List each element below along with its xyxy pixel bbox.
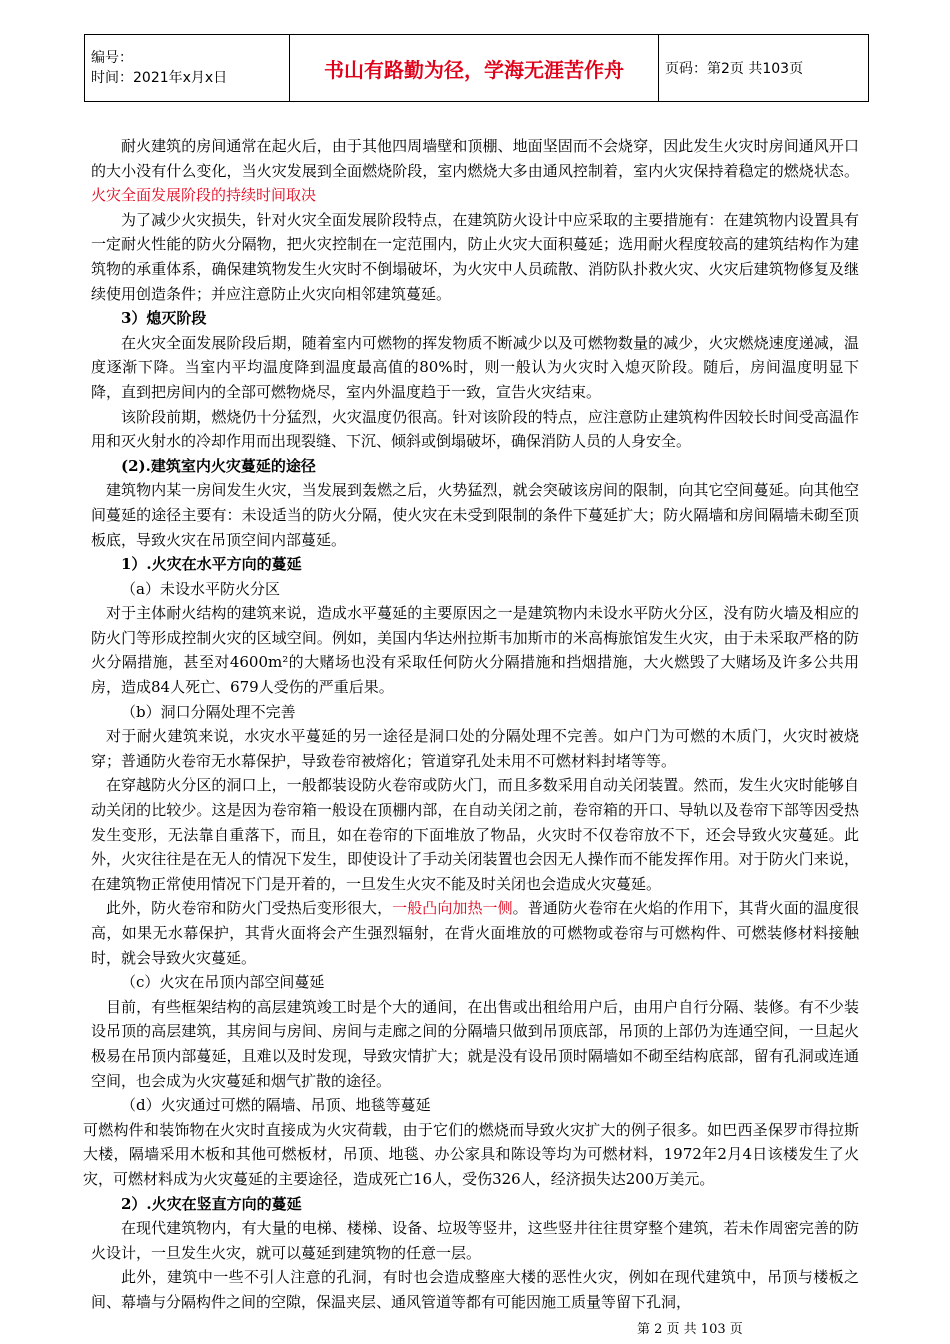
subsection-heading: （b）洞口分隔处理不完善: [121, 702, 296, 721]
section-heading: 3）熄灭阶段: [121, 309, 207, 328]
time-label: 时间：2021年x月x日: [91, 70, 228, 86]
highlighted-text: 一般凸向加热一侧: [392, 899, 513, 918]
paragraph: 目前，有些框架结构的高层建筑竣工时是个大的通间，在出售或出租给用户后，由用户自行分隔、装修。有不少装设吊顶的高层建筑，其房间与房间、房间与走廊之间的分隔墙只做到吊顶底部，吊顶的上部仍为连通空间，一旦起火极易在吊顶内部蔓延，且难以及时发现，导致灾情扩大；就是没有设吊顶时隔墙如不砌至结构底部，留有孔洞或连通空间，也会成为火灾蔓延和烟气扩散的途径。: [91, 997, 859, 1090]
highlighted-text: 火灾全面发展阶段的持续时间取决: [91, 186, 317, 205]
section-heading: (2).建筑室内火灾蔓延的途径: [121, 456, 316, 475]
subsection-heading: （a）未设水平防火分区: [121, 579, 280, 598]
motto: 书山有路勤为径，学海无涯苦作舟: [290, 35, 659, 102]
paragraph: 为了减少火灾损失，针对火灾全面发展阶段特点，在建筑防火设计中应采取的主要措施有：在建筑物内设置具有一定耐火性能的防火分隔物，把火灾控制在一定范围内，防止火灾大面积蔓延；选用耐火程度较高的建筑结构作为建筑物的承重体系，确保建筑物发生火灾时不倒塌破坏，为火灾中人员疏散、消防队扑救火灾、火灾后建筑物修复及继续使用创造条件；并应注意防止火灾向相邻建筑蔓延。: [91, 210, 859, 303]
paragraph: 此外，建筑中一些不引人注意的孔洞，有时也会造成整座大楼的恶性火灾，例如在现代建筑中，吊顶与楼板之间、幕墙与分隔构件之间的空隙，保温夹层、通风管道等都有可能因施工质量等留下孔洞，: [91, 1268, 859, 1311]
subsection-heading: （c）火灾在吊顶内部空间蔓延: [121, 973, 325, 992]
section-heading: 2）.火灾在竖直方向的蔓延: [121, 1194, 302, 1213]
header-meta-cell: [85, 35, 290, 102]
code-label: 编号：: [91, 50, 133, 66]
subsection-heading: （d）火灾通过可燃的隔墙、吊顶、地毯等蔓延: [121, 1096, 431, 1115]
paragraph: 该阶段前期，燃烧仍十分猛烈，火灾温度仍很高。针对该阶段的特点，应注意防止建筑构件因较长时间受高温作用和灭火射水的冷却作用而出现裂缝、下沉、倾斜或倒塌破坏，确保消防人员的人身安全。: [91, 407, 859, 451]
paragraph: 建筑物内某一房间发生火灾，当发展到轰燃之后，火势猛烈，就会突破该房间的限制，向其它空间蔓延。向其他空间蔓延的途径主要有：未设适当的防火分隔，使火灾在未受到限制的条件下蔓延扩大；防火隔墙和房间隔墙未砌至顶板底，导致火灾在吊顶空间内部蔓延。: [91, 481, 859, 549]
paragraph: 在现代建筑物内，有大量的电梯、楼梯、设备、垃圾等竖井，这些竖井往往贯穿整个建筑，若未作周密完善的防火设计，一旦发生火灾，就可以蔓延到建筑物的任意一层。: [91, 1219, 859, 1262]
paragraph: 在火灾全面发展阶段后期，随着室内可燃物的挥发物质不断减少以及可燃物数量的减少，火灾燃烧速度递减，温度逐渐下降。当室内平均温度降到温度最高值的80%时，则一般认为火灾时入熄灭阶段。随后，房间温度明显下降，直到把房间内的全部可燃物烧尽，室内外温度趋于一致，宣告火灾结束。: [91, 333, 859, 401]
paragraph: 此外，防火卷帘和防火门受热后变形很大，一般凸向加热一侧。普通防火卷帘在火焰的作用下，其背火面的温度很高，如果无水幕保护，其背火面将会产生强烈辐射，在背火面堆放的可燃物或卷帘与可燃构件、可燃装修材料接触时，就会导致火灾蔓延。: [91, 899, 859, 967]
paragraph: 可燃构件和装饰物在火灾时直接成为火灾荷载，由于它们的燃烧而导致火灾扩大的例子很多。如巴西圣保罗市得拉斯大楼，隔墙采用木板和其他可燃板材，吊顶、地毯、办公家具和陈设等均为可燃材料，1972年2月4日该楼发生了火灾，可燃材料成为火灾蔓延的主要途径，造成死亡16人，受伤326人，经济损失达200万美元。: [83, 1120, 859, 1188]
paragraph: 对于耐火建筑来说，水灾水平蔓延的另一途径是洞口处的分隔处理不完善。如户门为可燃的木质门，火灾时被烧穿；普通防火卷帘无水幕保护，导致卷帘被熔化；管道穿孔处未用不可燃材料封堵等等。: [91, 727, 859, 770]
document-body: [83, 134, 859, 1315]
header-table: [84, 34, 869, 102]
page-info: 页码：第2页 共103页: [659, 35, 869, 102]
paragraph: 在穿越防火分区的洞口上，一般都装设防火卷帘或防火门，而且多数采用自动关闭装置。然而，发生火灾时能够自动关闭的比较少。这是因为卷帘箱一般设在顶棚内部，在自动关闭之前，卷帘箱的开口、导轨以及卷帘下部等因受热发生变形，无法靠自重落下，而且，如在卷帘的下面堆放了物品，火灾时不仅卷帘放不下，还会导致火灾蔓延。此外，火灾往往是在无人的情况下发生，即使设计了手动关闭装置也会因无人操作而不能发挥作用。对于防火门来说，在建筑物正常使用情况下门是开着的，一旦发生火灾不能及时关闭也会造成火灾蔓延。: [91, 776, 859, 893]
page-footer: 第 2 页 共 103 页: [637, 1322, 743, 1337]
paragraph: 耐火建筑的房间通常在起火后，由于其他四周墙壁和顶棚、地面坚固而不会烧穿，因此发生火灾时房间通风开口的大小没有什么变化，当火灾发展到全面燃烧阶段，室内燃烧大多由通风控制着，室内火灾保持着稳定的燃烧状态。火灾全面发展阶段的持续时间取决: [91, 137, 859, 205]
section-heading: 1）.火灾在水平方向的蔓延: [121, 555, 302, 574]
paragraph: 对于主体耐火结构的建筑来说，造成水平蔓延的主要原因之一是建筑物内未设水平防火分区，没有防火墙及相应的防火门等形成控制火灾的区域空间。例如，美国内华达州拉斯韦加斯市的米高梅旅馆发生火灾，由于未采取严格的防火分隔措施，甚至对4600m²的大赌场也没有采取任何防火分隔措施和挡烟措施，大火燃毁了大赌场及许多公共用房，造成84人死亡、679人受伤的严重后果。: [91, 604, 859, 697]
